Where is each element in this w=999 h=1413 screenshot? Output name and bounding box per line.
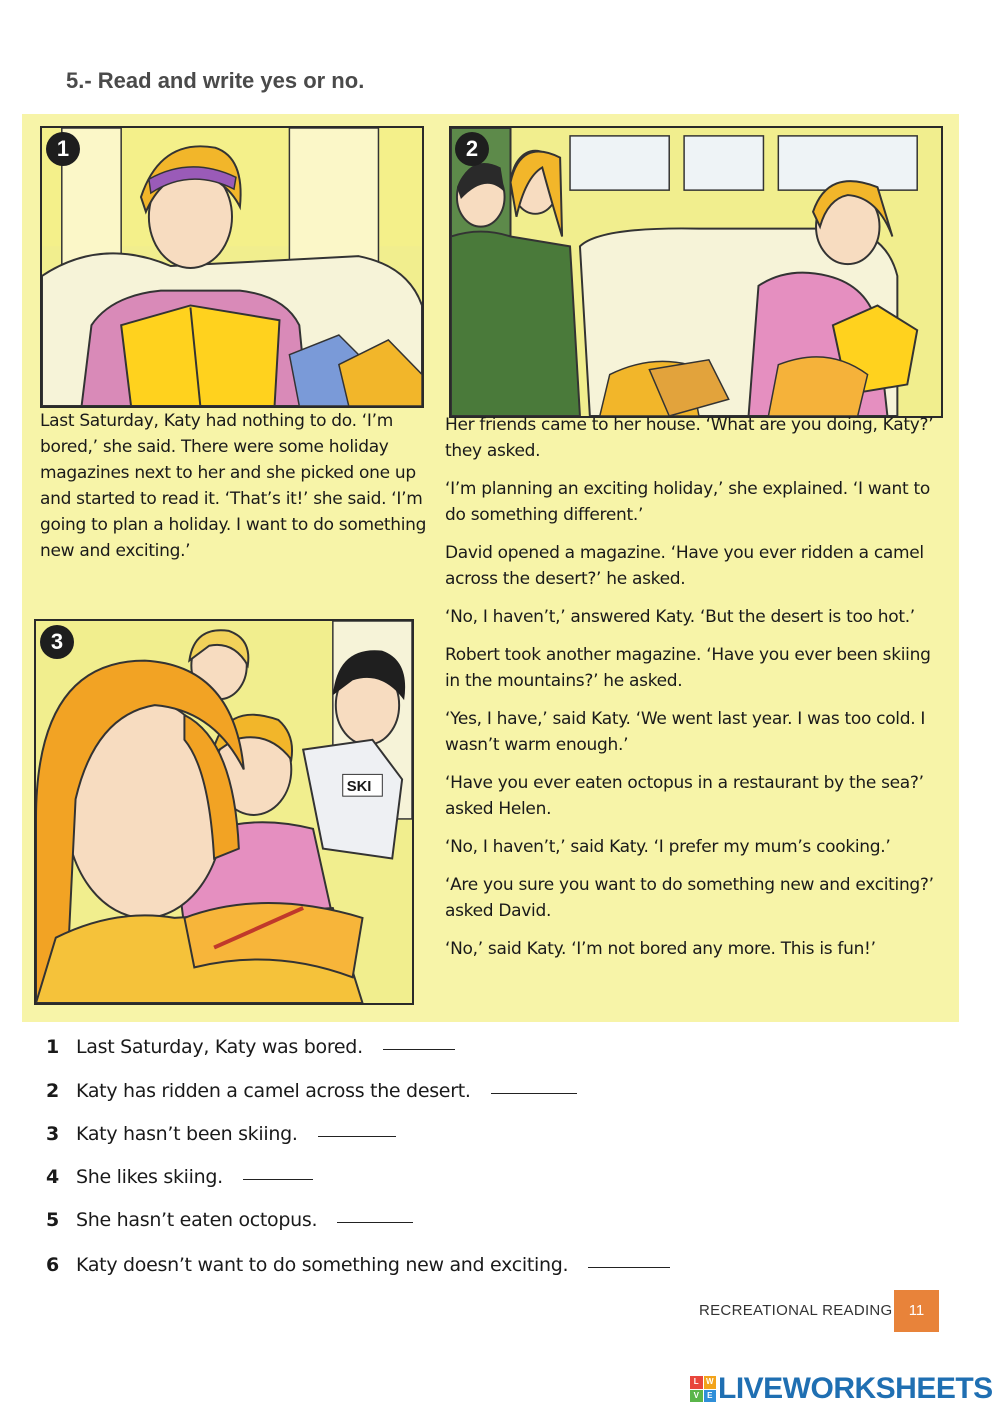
question-item [46,1166,313,1188]
question-text: Katy has ridden a camel across the desert. [76,1080,471,1102]
question-number: 3 [46,1123,59,1145]
comic-panel-3 [34,619,414,1005]
story-paragraph-9: ‘No, I haven’t,’ said Katy. ‘I prefer my mum’s cooking.’ [445,837,891,857]
panel-3-magazine-label: SKI [346,779,372,796]
question-text: She hasn’t eaten octopus. [76,1209,318,1231]
logo-letter: V [690,1390,703,1403]
story-paragraph-1: Last Saturday, Katy had nothing to do. ‘I’m bored,’ she said. There were some holiday magazines next to her and she picked one up and started to read it. ‘That’s it!’ she said. ‘I’m going to plan a holiday. I want to do something new and exciting.’ [40,411,427,561]
story-paragraph-8: ‘Have you ever eaten octopus in a restaurant by the sea?’ asked Helen. [445,773,924,819]
answer-blank-5[interactable] [337,1222,413,1223]
liveworksheets-wordmark: LIVEWORKSHEETS [718,1372,993,1405]
question-item [46,1123,396,1145]
question-number: 5 [46,1209,59,1231]
answer-blank-2[interactable] [491,1093,577,1094]
story-paragraph-11: ‘No,’ said Katy. ‘I’m not bored any more. This is fun!’ [445,939,876,959]
panel-number-2: 2 [455,132,489,166]
answer-blank-1[interactable] [383,1049,455,1050]
story-paragraph-6: Robert took another magazine. ‘Have you ever been skiing in the mountains?’ he asked. [445,645,931,691]
question-text: Last Saturday, Katy was bored. [76,1036,363,1058]
question-text: Katy hasn’t been skiing. [76,1123,298,1145]
question-number: 2 [46,1080,59,1102]
story-column-2 [445,412,945,974]
question-number: 6 [46,1254,59,1276]
logo-letter: L [690,1376,703,1389]
logo-letter: W [704,1376,717,1389]
page-number-badge: 11 [894,1290,939,1332]
liveworksheets-logo-icon [690,1376,716,1402]
panel-number-1: 1 [46,132,80,166]
question-item [46,1254,670,1276]
story-box [22,114,959,1022]
story-paragraph-3: ‘I’m planning an exciting holiday,’ she explained. ‘I want to do something different.’ [445,479,930,525]
question-item [46,1036,455,1058]
question-item [46,1209,413,1231]
footer-section-label: RECREATIONAL READING [699,1302,893,1319]
answer-blank-4[interactable] [243,1179,313,1180]
story-paragraph-5: ‘No, I haven’t,’ answered Katy. ‘But the desert is too hot.’ [445,607,915,627]
comic-panel-1 [40,126,424,408]
liveworksheets-brand [690,1372,993,1406]
panel-3-illustration [36,621,412,1003]
question-number: 4 [46,1166,59,1188]
panel-number-3: 3 [40,625,74,659]
story-paragraph-10: ‘Are you sure you want to do something new and exciting?’ asked David. [445,875,934,921]
panel-2-illustration [451,128,941,416]
answer-blank-3[interactable] [318,1136,396,1137]
story-paragraph-2: Her friends came to her house. ‘What are you doing, Katy?’ they asked. [445,415,934,461]
exercise-heading: 5.- Read and write yes or no. [66,68,365,93]
question-text: She likes skiing. [76,1166,223,1188]
story-paragraph-7: ‘Yes, I have,’ said Katy. ‘We went last year. I was too cold. I wasn’t warm enough.’ [445,709,926,755]
question-number: 1 [46,1036,59,1058]
story-paragraph-4: David opened a magazine. ‘Have you ever ridden a camel across the desert?’ he asked. [445,543,924,589]
answer-blank-6[interactable] [588,1267,670,1268]
comic-panel-2 [449,126,943,418]
logo-letter: E [704,1390,717,1403]
question-item [46,1080,577,1102]
question-text: Katy doesn’t want to do something new and exciting. [76,1254,569,1276]
panel-1-illustration [42,128,422,406]
